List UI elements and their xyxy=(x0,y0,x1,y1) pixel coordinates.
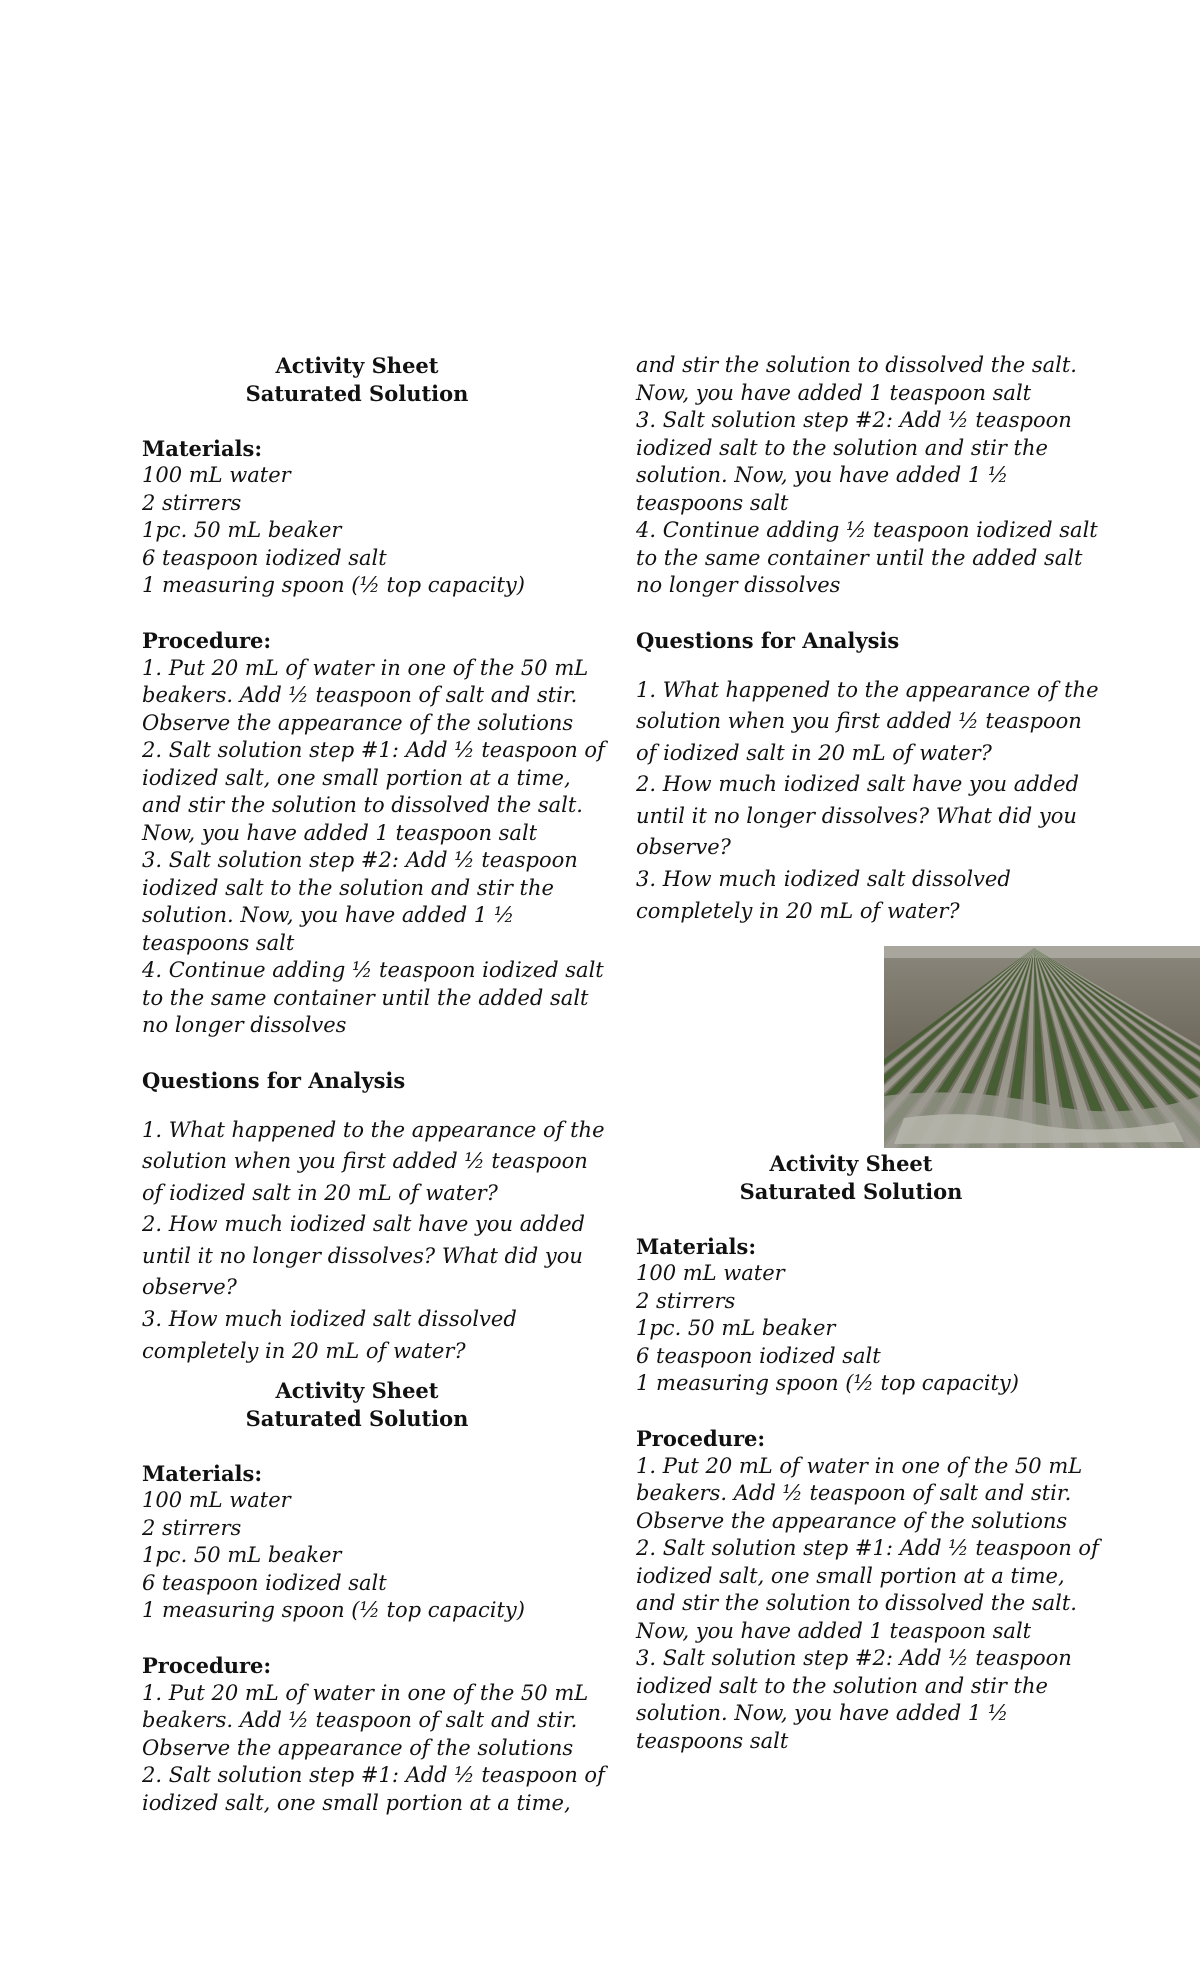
questions-heading: Questions for Analysis xyxy=(142,1068,406,1093)
procedure-line: solution. Now, you have added 1 ½ xyxy=(636,463,1009,487)
procedure-line: 4. Continue adding ½ teaspoon iodized salt xyxy=(636,518,1098,542)
activity-sheet-b xyxy=(142,1377,605,1817)
procedure-line: beakers. Add ½ teaspoon of salt and stir. xyxy=(142,683,578,707)
sheet-subtitle: Saturated Solution xyxy=(245,380,469,406)
procedure-line: to the same container until the added salt xyxy=(636,545,1083,570)
question-line: of iodized salt in 20 mL of water? xyxy=(636,740,992,765)
procedure-line: iodized salt to the solution and stir the xyxy=(142,875,554,900)
questions-heading: Questions for Analysis xyxy=(636,628,900,653)
material-item: 6 teaspoon iodized salt xyxy=(142,545,387,570)
procedure-line: beakers. Add ½ teaspoon of salt and stir. xyxy=(636,1481,1072,1505)
material-item: 1pc. 50 mL beaker xyxy=(142,1543,342,1567)
procedure-heading: Procedure: xyxy=(142,628,272,653)
procedure-line: iodized salt, one small portion at a time, xyxy=(142,1790,571,1815)
field-photo xyxy=(884,946,1200,1148)
procedure-line: 4. Continue adding ½ teaspoon iodized salt xyxy=(142,958,604,982)
material-item: 1 measuring spoon (½ top capacity) xyxy=(636,1371,1019,1395)
question-line: until it no longer dissolves? What did you xyxy=(142,1243,583,1268)
procedure-line: 2. Salt solution step #1: Add ½ teaspoon of xyxy=(636,1536,1099,1560)
field-rows-image xyxy=(884,946,1200,1148)
procedure-line: Observe the appearance of the solutions xyxy=(142,710,574,735)
question-line: 2. How much iodized salt have you added xyxy=(142,1212,585,1237)
procedure-line: 1. Put 20 mL of water in one of the 50 mL xyxy=(142,1680,589,1705)
procedure-line: iodized salt to the solution and stir the xyxy=(636,435,1048,460)
material-item: 2 stirrers xyxy=(142,490,242,515)
materials-heading: Materials: xyxy=(142,435,263,461)
procedure-line: Observe the appearance of the solutions xyxy=(636,1508,1068,1533)
question-line: 1. What happened to the appearance of the xyxy=(636,677,1099,702)
procedure-line: and stir the solution to dissolved the salt. xyxy=(636,353,1077,377)
procedure-line: iodized salt, one small portion at a time, xyxy=(142,765,571,790)
procedure-heading: Procedure: xyxy=(142,1653,272,1678)
question-line: observe? xyxy=(142,1275,237,1300)
procedure-line: 1. Put 20 mL of water in one of the 50 mL xyxy=(636,1453,1083,1478)
procedure-line: 1. Put 20 mL of water in one of the 50 mL xyxy=(142,655,589,680)
question-line: solution when you first added ½ teaspoon xyxy=(142,1149,588,1174)
sheet-title: Activity Sheet xyxy=(275,353,439,378)
procedure-line: 2. Salt solution step #1: Add ½ teaspoon of xyxy=(142,1763,605,1787)
procedure-line: iodized salt, one small portion at a time, xyxy=(636,1563,1065,1588)
procedure-line: iodized salt to the solution and stir the xyxy=(636,1673,1048,1698)
procedure-line: solution. Now, you have added 1 ½ xyxy=(142,903,515,927)
activity-sheet-c xyxy=(636,1150,1099,1755)
material-item: 100 mL water xyxy=(142,1488,291,1512)
material-item: 2 stirrers xyxy=(636,1288,736,1313)
materials-heading: Materials: xyxy=(636,1233,757,1259)
question-line: completely in 20 mL of water? xyxy=(636,898,960,923)
question-line: solution when you first added ½ teaspoon xyxy=(636,709,1082,734)
procedure-line: teaspoons salt xyxy=(142,930,295,955)
material-item: 1 measuring spoon (½ top capacity) xyxy=(142,573,525,597)
sheet-title: Activity Sheet xyxy=(769,1151,933,1176)
question-line: 3. How much iodized salt dissolved xyxy=(636,867,1011,892)
material-item: 100 mL water xyxy=(636,1261,785,1285)
material-item: 6 teaspoon iodized salt xyxy=(636,1343,881,1368)
material-item: 6 teaspoon iodized salt xyxy=(142,1570,387,1595)
materials-heading: Materials: xyxy=(142,1460,263,1486)
activity-sheet-a xyxy=(142,352,605,1367)
procedure-line: 3. Salt solution step #2: Add ½ teaspoon xyxy=(636,408,1072,432)
procedure-line: and stir the solution to dissolved the salt. xyxy=(636,1591,1077,1615)
activity-sheet-continuation xyxy=(636,352,1099,927)
procedure-line: Now, you have added 1 teaspoon salt xyxy=(636,380,1032,405)
question-line: until it no longer dissolves? What did you xyxy=(636,803,1077,828)
procedure-line: teaspoons salt xyxy=(636,1728,789,1753)
material-item: 1 measuring spoon (½ top capacity) xyxy=(142,1598,525,1622)
sheet-subtitle: Saturated Solution xyxy=(245,1405,469,1431)
procedure-line: and stir the solution to dissolved the salt. xyxy=(142,793,583,817)
procedure-line: beakers. Add ½ teaspoon of salt and stir. xyxy=(142,1708,578,1732)
procedure-line: no longer dissolves xyxy=(142,1013,347,1037)
procedure-line: 2. Salt solution step #1: Add ½ teaspoon of xyxy=(142,738,605,762)
question-line: of iodized salt in 20 mL of water? xyxy=(142,1180,498,1205)
material-item: 2 stirrers xyxy=(142,1515,242,1540)
material-item: 1pc. 50 mL beaker xyxy=(142,518,342,542)
procedure-heading: Procedure: xyxy=(636,1426,766,1451)
procedure-line: Now, you have added 1 teaspoon salt xyxy=(636,1618,1032,1643)
question-line: 1. What happened to the appearance of the xyxy=(142,1117,605,1142)
procedure-line: Now, you have added 1 teaspoon salt xyxy=(142,820,538,845)
procedure-line: 3. Salt solution step #2: Add ½ teaspoon xyxy=(142,848,578,872)
question-line: observe? xyxy=(636,835,731,860)
sheet-title: Activity Sheet xyxy=(275,1378,439,1403)
question-line: completely in 20 mL of water? xyxy=(142,1338,466,1363)
question-line: 3. How much iodized salt dissolved xyxy=(142,1307,517,1332)
question-line: 2. How much iodized salt have you added xyxy=(636,772,1079,797)
procedure-line: teaspoons salt xyxy=(636,490,789,515)
procedure-line: 3. Salt solution step #2: Add ½ teaspoon xyxy=(636,1646,1072,1670)
procedure-line: Observe the appearance of the solutions xyxy=(142,1735,574,1760)
sheet-subtitle: Saturated Solution xyxy=(739,1178,963,1204)
procedure-line: solution. Now, you have added 1 ½ xyxy=(636,1701,1009,1725)
material-item: 1pc. 50 mL beaker xyxy=(636,1316,836,1340)
procedure-line: to the same container until the added salt xyxy=(142,985,589,1010)
procedure-line: no longer dissolves xyxy=(636,573,841,597)
material-item: 100 mL water xyxy=(142,463,291,487)
